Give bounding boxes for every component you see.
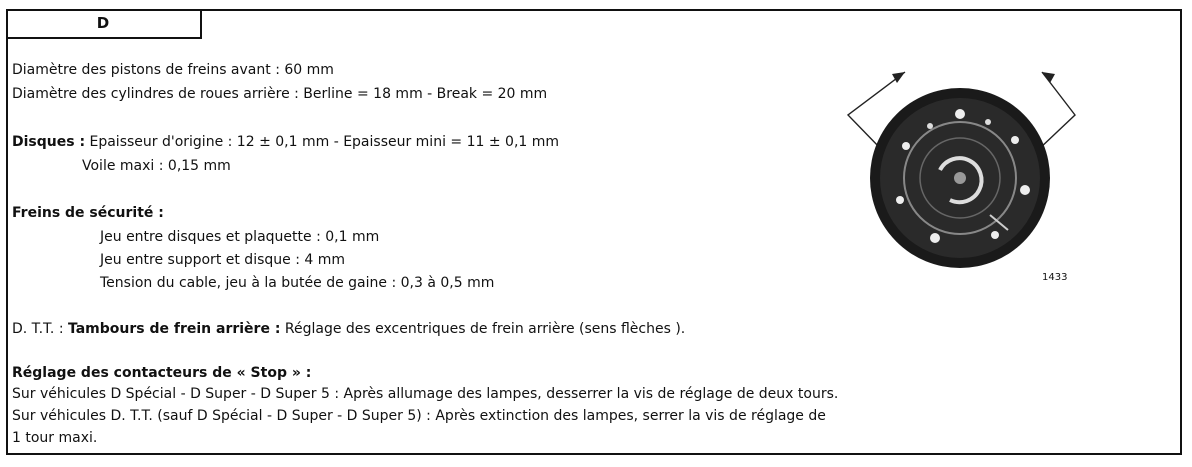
stop-switch-line-3: 1 tour maxi. (12, 430, 98, 446)
stop-switch-line-2: Sur véhicules D. T.T. (sauf D Spécial - D Super - D Super 5) : Après extinction des lampes, serrer la vis de réglage de (12, 408, 826, 424)
stop-switch-line-1: Sur véhicules D Spécial - D Super - D Super 5 : Après allumage des lampes, desserrer la vis de réglage de deux tours. (12, 386, 839, 402)
section-tab: D (6, 9, 202, 39)
stop-switch-heading: Réglage des contacteurs de « Stop » : (12, 365, 312, 381)
discs-thickness: Epaisseur d'origine : 12 ± 0,1 mm - Epaisseur mini = 11 ± 0,1 mm (85, 134, 560, 150)
figure-number: 1433 (1042, 272, 1068, 283)
discs-line (12, 133, 559, 151)
rear-drums-text: Réglage des excentriques de frein arrière (sens flèches ). (280, 321, 686, 337)
front-piston-line: Diamètre des pistons de freins avant : 60 mm (12, 62, 334, 78)
rear-cylinder-line: Diamètre des cylindres de roues arrière : Berline = 18 mm - Break = 20 mm (12, 86, 548, 102)
discs-heading: Disques : (12, 134, 86, 150)
cable-tension-line: Tension du cable, jeu à la butée de gaine : 0,3 à 0,5 mm (100, 275, 495, 291)
dtt-prefix: D. T.T. : (12, 321, 68, 337)
rear-drums-heading: Tambours de frein arrière : (67, 321, 281, 337)
runout-line: Voile maxi : 0,15 mm (82, 158, 231, 174)
drum-icon (870, 88, 1050, 268)
safety-brakes-heading: Freins de sécurité : (12, 205, 164, 221)
brake-drum-figure (830, 40, 1090, 280)
support-disc-clearance: Jeu entre support et disque : 4 mm (100, 252, 345, 268)
dtt-drums-line (12, 320, 685, 338)
disc-pad-clearance: Jeu entre disques et plaquette : 0,1 mm (100, 229, 380, 245)
